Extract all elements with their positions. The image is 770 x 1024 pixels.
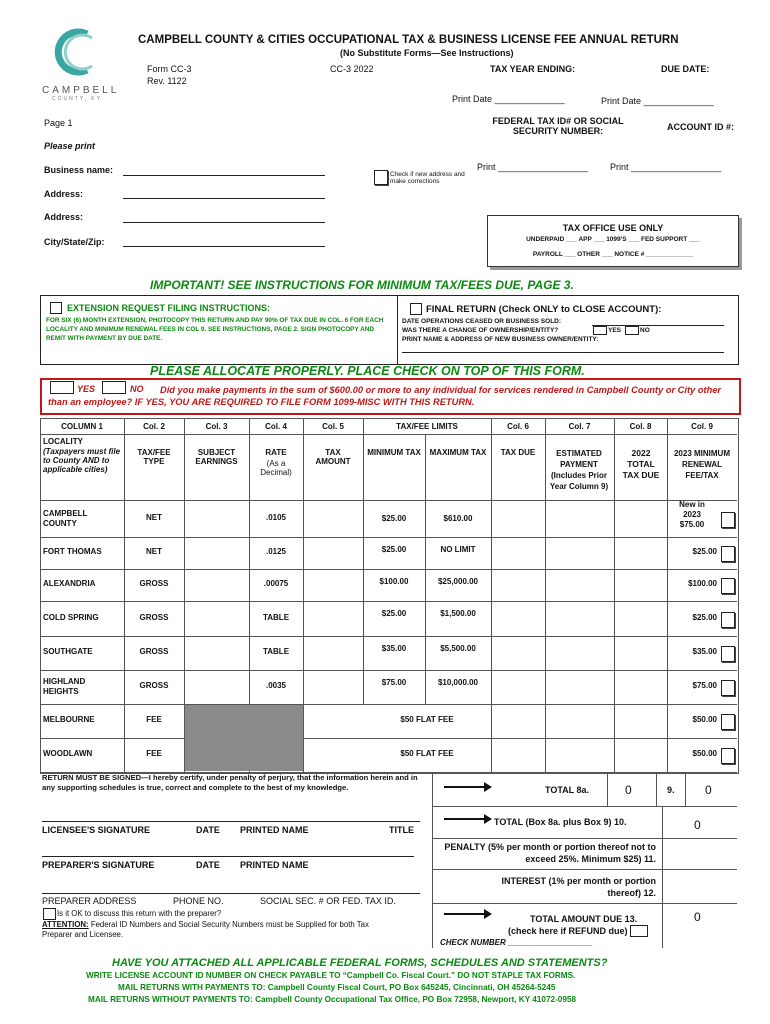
arrow-13 [444,913,490,915]
licensee-signature-label: LICENSEE'S SIGNATURE [42,825,150,835]
col-1-header: COLUMN 1 [61,422,103,431]
rate-value: TABLE [262,647,290,656]
tax-type: NET [146,547,162,556]
city-label: City/State/Zip: [44,237,105,247]
tax-type: GROSS [139,612,169,622]
box-9-label: 9. [667,785,675,795]
col-5-header: Col. 5 [322,422,344,431]
page-number: Page 1 [44,118,73,128]
max-tax-value: $25,000.00 [437,577,479,586]
check-number-label[interactable]: CHECK NUMBER ___________________ [440,938,593,947]
preparer-signature-label: PREPARER'S SIGNATURE [42,860,155,870]
question-no-label: NO [130,384,144,394]
tax-type: GROSS [139,579,169,588]
logo-text: CAMPBELL [42,85,120,96]
final-return-checkbox[interactable] [410,303,422,315]
renewal-fee: $25.00 [692,612,717,622]
printed-name-label-1: PRINTED NAME [240,825,309,835]
question-text: Did you make payments in the sum of $600.00 or more to any individual for services rendered in Campbell County or City other than an employee? IF YES, YOU ARE REQUIRED TO FILE FORM 1099-MISC WITH THIS RETURN. [48,385,722,407]
refund-label: (check here if REFUND due) [508,926,628,936]
penalty-label: PENALTY (5% per month or portion thereof not to exceed 25%. Minimum $25) 11. [444,842,656,864]
tax-type: FEE [146,715,162,724]
rate-value: .0035 [265,681,287,690]
tax-type: GROSS [139,647,169,656]
locality-name: ALEXANDRIA [43,579,96,588]
new-address-label: Check if new address and make corrections [390,171,465,185]
footer-line-1: HAVE YOU ATTACHED ALL APPLICABLE FEDERAL FORMS, SCHEDULES AND STATEMENTS? [112,957,608,969]
min-tax-value: $25.00 [381,514,407,523]
max-tax-value: $610.00 [443,514,473,523]
col-4-header: Col. 4 [265,422,287,431]
amount-due-value[interactable]: 0 [694,910,701,924]
year-code: CC-3 2022 [330,64,374,74]
certify-text: RETURN MUST BE SIGNED—I hereby certify, under penalty of perjury, that the information herein and in any supporting schedules is true, correct and complete to the best of my knowledge. [42,773,418,792]
preparer-address-label: PREPARER ADDRESS [42,896,137,906]
tax-office-title: TAX OFFICE USE ONLY [562,223,664,233]
shaded-cell [185,705,303,771]
tax-type: GROSS [139,681,169,690]
min-tax-value: $100.00 [379,577,409,586]
tax-office-box [487,215,739,267]
locality-name: WOODLAWN [43,749,93,758]
form-number: Form CC-3 [147,64,192,74]
renewal-checkbox[interactable] [721,546,735,562]
date-label-2: DATE [196,860,220,870]
box-9-value[interactable]: 0 [705,783,712,797]
tax-due-header: TAX DUE [500,448,536,457]
limits-header: TAX/FEE LIMITS [396,422,458,431]
col-7-header: Col. 7 [568,422,591,431]
renewal-checkbox[interactable] [721,646,735,662]
date-label-1: DATE [196,825,220,835]
form-rev: Rev. 1122 [147,76,187,86]
rate-value: .00075 [263,579,289,588]
min-tax-value: $25.00 [381,609,407,618]
ssn-label: SOCIAL SEC. # OR FED. TAX ID. [260,896,396,906]
please-print: Please print [44,141,96,151]
total-10-value[interactable]: 0 [694,818,701,832]
printed-name-label-2: PRINTED NAME [240,860,309,870]
due-date: DUE DATE: [661,64,710,74]
ownership-yes-label: YES [608,327,622,334]
print-date-2[interactable]: Print Date ______________ [601,96,714,106]
min-tax-value: $25.00 [381,545,407,554]
renewal-fee: $35.00 [692,647,717,656]
address2-field[interactable] [123,222,325,223]
flat-fee: $50 FLAT FEE [400,715,454,724]
rate-value: TABLE [262,612,290,622]
col-2-header: Col. 2 [143,422,165,431]
form-title: CAMPBELL COUNTY & CITIES OCCUPATIONAL TAX & BUSINESS LICENSE FEE ANNUAL RETURN [138,34,679,46]
city-field[interactable] [123,246,325,247]
earnings-header: SUBJECT EARNINGS [195,448,238,466]
locality-subheader: (Taxpayers must file to County AND to applicable cities) [43,447,121,474]
logo [42,26,120,102]
renewal-checkbox[interactable] [721,714,735,730]
discuss-label: Is it OK to discuss this return with the preparer? [57,909,222,918]
total-tax-due-header: 2022 TOTAL TAX DUE [622,448,660,480]
total-10-label: TOTAL (Box 8a. plus Box 9) 10. [494,817,627,827]
col-9-header: Col. 9 [691,422,713,431]
locality-name: HIGHLAND HEIGHTS [43,677,86,696]
footer-line-2: WRITE LICENSE ACCOUNT ID NUMBER ON CHECK PAYABLE TO “Campbell Co. Fiscal Court.” DO NOT STAPLE TAX FORMS. [86,971,576,980]
title-label: TITLE [389,825,414,835]
tax-year-ending: TAX YEAR ENDING: [490,64,576,74]
col-6-header: Col. 6 [507,422,529,431]
print-field-1[interactable]: Print __________________ [477,162,589,172]
address-label: Address: [44,189,84,199]
form-subtitle: (No Substitute Forms—See Instructions) [340,48,514,58]
attention-label: ATTENTION: [42,920,89,929]
important-notice: IMPORTANT! SEE INSTRUCTIONS FOR MINIMUM TAX/FEES DUE, PAGE 3. [150,278,574,292]
print-field-2[interactable]: Print __________________ [610,162,722,172]
tax-amount-header: TAX AMOUNT [315,448,351,466]
allocate-notice: PLEASE ALLOCATE PROPERLY. PLACE CHECK ON TOP OF THIS FORM. [150,364,585,378]
locality-name: COLD SPRING [43,612,99,622]
logo-subtext: COUNTY, KY [52,96,102,102]
discuss-checkbox[interactable] [43,908,56,920]
rate-header: RATE [265,448,287,457]
arrow-8a [444,786,490,788]
tax-type: FEE [146,749,162,758]
question-yes-label: YES [77,384,96,394]
renewal-fee: New in 2023 $75.00 [679,500,705,529]
col-8-header: Col. 8 [629,422,652,431]
renewal-checkbox[interactable] [721,512,735,528]
tax-office-line2: PAYROLL ___ OTHER ___ NOTICE # _____________ [532,251,694,258]
attention-text [42,920,372,940]
final-return-title: FINAL RETURN (Check ONLY to CLOSE ACCOUNT): [426,304,662,315]
address2-label: Address: [44,212,84,222]
ownership-no-checkbox[interactable] [625,326,639,335]
interest-label: INTEREST (1% per month or portion thereof) 12. [501,876,656,898]
business-name-label: Business name: [44,165,114,175]
col-3-header: Col. 3 [205,422,228,431]
estimated-payment-header: ESTIMATED PAYMENT (Includes Prior Year Column 9) [549,449,609,491]
max-tax-value: $5,500.00 [440,644,476,653]
business-name-field[interactable] [123,175,325,176]
arrow-10 [444,818,490,820]
address-field[interactable] [123,198,325,199]
renewal-fee: $50.00 [692,715,717,724]
footer-line-3: MAIL RETURNS WITH PAYMENTS TO: Campbell County Fiscal Court, PO Box 645245, Cincinnati, OH 45264-5245 [118,983,556,992]
phone-label: PHONE NO. [173,896,224,906]
extension-checkbox[interactable] [50,302,62,314]
preparer-address-line[interactable] [42,893,420,894]
max-tax-header: MAXIMUM TAX [429,448,487,457]
account-id-label: ACCOUNT ID #: [667,122,734,132]
max-tax-value: $1,500.00 [440,609,476,618]
renewal-fee: $25.00 [692,547,717,556]
licensee-signature-line[interactable] [42,821,420,822]
extension-text: FOR SIX (6) MONTH EXTENSION, PHOTOCOPY THIS RETURN AND PAY 90% OF TAX DUE IN COL. 6 FOR EACH LOCALITY AND MINIMUM RENEWAL FEES IN COL 9. SEE INSTRUCTIONS, PAGE 2. SIGN PHOTOCOPY AND REMIT WITH PAYMENT BY DUE DATE. [46,317,384,342]
print-date-1[interactable]: Print Date ______________ [452,94,565,104]
total-8a-label: TOTAL 8a. [545,785,590,795]
rate-subheader: (As a Decimal) [260,459,292,477]
locality-name: FORT THOMAS [43,547,102,556]
final-return-line3: PRINT NAME & ADDRESS OF NEW BUSINESS OWNER/ENTITY: [402,336,599,343]
renewal-fee: $75.00 [692,681,717,690]
final-return-line1: DATE OPERATIONS CEASED OR BUSINESS SOLD: [402,318,562,325]
tax-office-line1: UNDERPAID ___ APP ___ 1099'S ___ FED SUPPORT ___ [526,236,700,243]
federal-id-label: FEDERAL TAX ID# OR SOCIAL SECURITY NUMBER: [492,116,624,136]
attention-body: Federal ID Numbers and Social Security Numbers must be Supplied for both Tax Preparer and Licensee. [42,920,369,939]
min-tax-value: $35.00 [381,644,407,653]
max-tax-value: $10,000.00 [437,678,479,687]
renewal-checkbox[interactable] [721,578,735,594]
renewal-checkbox[interactable] [721,612,735,628]
tax-type: NET [146,512,162,522]
preparer-signature-line[interactable] [42,856,414,857]
amount-due-label: TOTAL AMOUNT DUE 13. [530,914,638,924]
locality-name: MELBOURNE [43,715,95,724]
ownership-yes-checkbox[interactable] [593,326,607,335]
min-tax-header: MINIMUM TAX [367,448,421,457]
renewal-checkbox[interactable] [721,748,735,764]
locality-name: CAMPBELL COUNTY [43,508,88,528]
rate-value: .0105 [265,512,287,522]
rate-value: .0125 [265,547,287,556]
final-return-line2: WAS THERE A CHANGE OF OWNERSHIP/ENTITY? [402,327,559,334]
logo-c-icon [42,26,112,78]
total-8a-value[interactable]: 0 [625,783,632,797]
extension-title: EXTENSION REQUEST FILING INSTRUCTIONS: [67,303,271,313]
renewal-header: 2023 MINIMUM RENEWAL FEE/TAX [673,449,730,480]
max-tax-value: NO LIMIT [440,545,476,554]
ownership-no-label: NO [640,327,650,334]
locality-name: SOUTHGATE [43,647,93,656]
footer-line-4: MAIL RETURNS WITHOUT PAYMENTS TO: Campbell County Occupational Tax Office, PO Box 72958, Newport, KY 41072-0958 [88,995,577,1004]
renewal-fee: $50.00 [692,749,717,758]
renewal-checkbox[interactable] [721,680,735,696]
new-address-checkbox[interactable] [374,170,388,185]
refund-checkbox[interactable] [630,925,648,937]
min-tax-value: $75.00 [381,678,407,687]
flat-fee: $50 FLAT FEE [400,749,454,758]
renewal-fee: $100.00 [688,579,717,588]
type-header: TAX/FEE TYPE [137,448,171,466]
locality-header: LOCALITY [43,437,83,446]
